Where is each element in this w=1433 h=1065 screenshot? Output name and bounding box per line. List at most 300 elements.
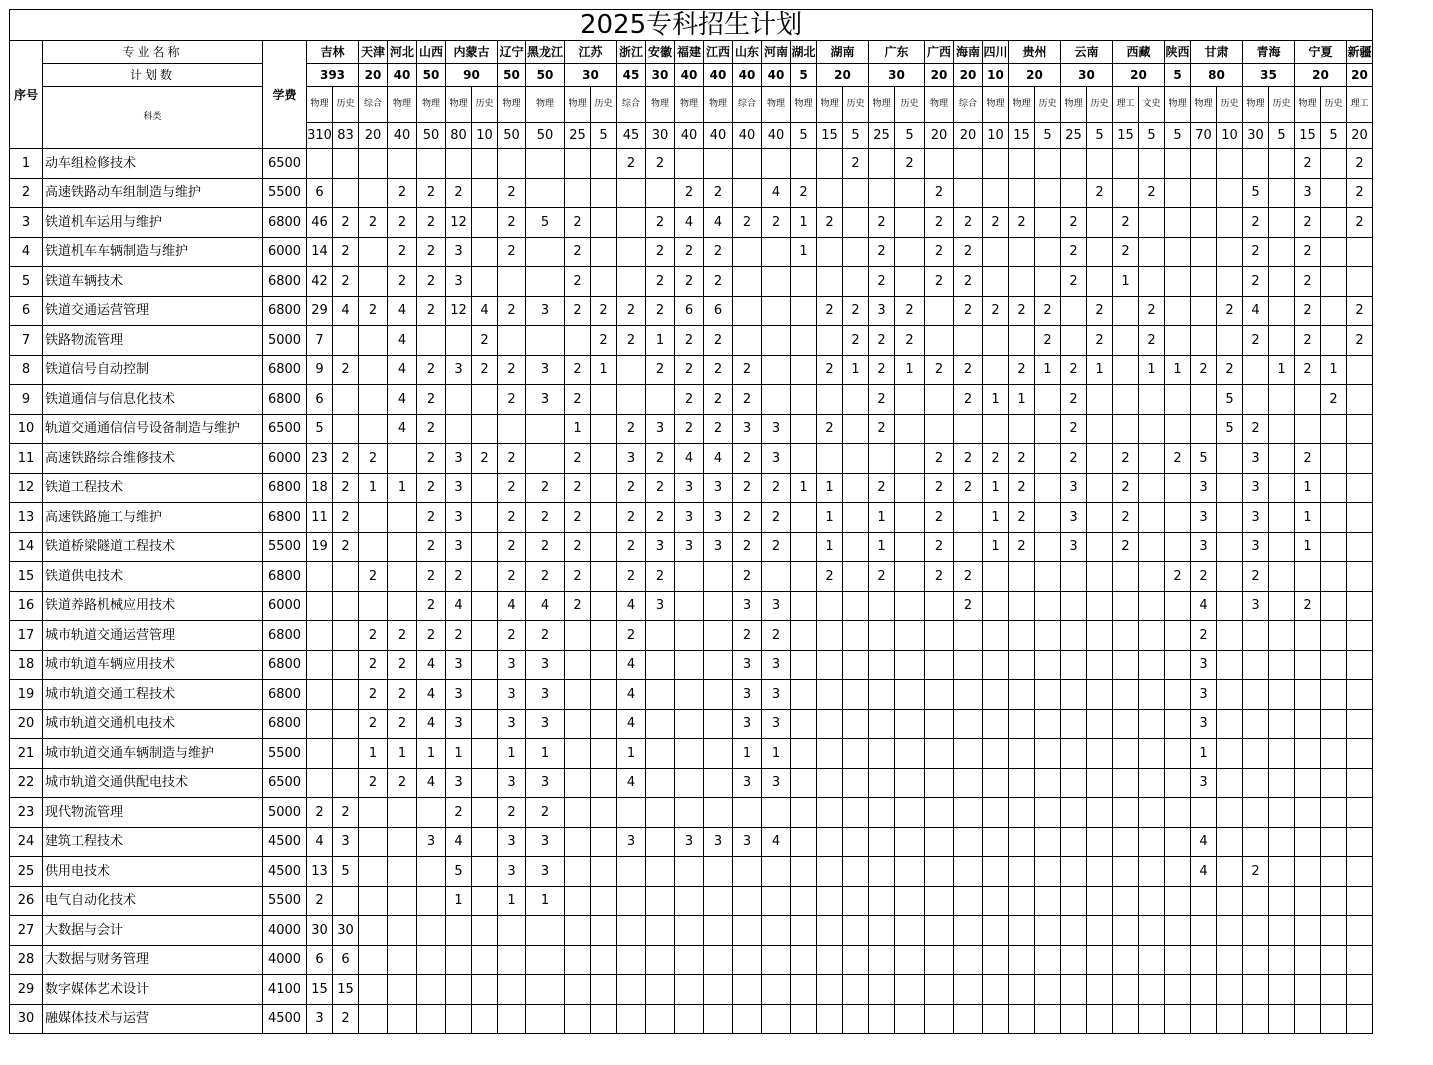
plan-cell	[446, 385, 472, 415]
plan-cell	[646, 385, 675, 415]
plan-cell: 2	[1243, 414, 1269, 444]
plan-cell	[1009, 1004, 1035, 1034]
row-fee: 4000	[263, 916, 307, 946]
plan-cell	[817, 267, 843, 297]
plan-cell	[675, 650, 704, 680]
plan-cell	[1035, 857, 1061, 887]
plan-cell	[591, 237, 617, 267]
plan-cell	[1217, 591, 1243, 621]
province-total: 45	[617, 64, 646, 87]
plan-cell	[591, 267, 617, 297]
plan-cell: 2	[498, 444, 526, 474]
plan-cell	[954, 916, 983, 946]
plan-cell	[1087, 149, 1113, 179]
row-seq: 11	[10, 444, 43, 474]
plan-cell	[446, 149, 472, 179]
plan-cell	[1269, 916, 1295, 946]
plan-cell: 4	[675, 444, 704, 474]
plan-cell	[1269, 414, 1295, 444]
subject-category: 物理	[526, 87, 565, 123]
plan-cell	[591, 591, 617, 621]
plan-cell: 1	[817, 532, 843, 562]
row-major-name: 铁道机车车辆制造与维护	[43, 237, 263, 267]
plan-cell	[591, 798, 617, 828]
plan-cell: 15	[307, 975, 333, 1005]
plan-cell	[1009, 768, 1035, 798]
province-total: 20	[359, 64, 388, 87]
row-fee: 4500	[263, 827, 307, 857]
plan-cell: 2	[733, 621, 762, 651]
plan-cell	[983, 621, 1009, 651]
plan-cell: 4	[617, 680, 646, 710]
plan-cell	[925, 326, 954, 356]
plan-cell	[1217, 562, 1243, 592]
row-seq: 16	[10, 591, 43, 621]
table-row	[10, 1004, 1433, 1034]
plan-cell	[591, 385, 617, 415]
plan-cell: 2	[733, 355, 762, 385]
plan-cell	[1347, 562, 1373, 592]
plan-cell	[675, 149, 704, 179]
plan-cell: 2	[526, 532, 565, 562]
plan-cell: 2	[646, 473, 675, 503]
plan-cell: 2	[895, 296, 925, 326]
plan-cell	[498, 149, 526, 179]
table-row	[10, 326, 1433, 356]
plan-cell: 2	[925, 532, 954, 562]
plan-cell	[1035, 709, 1061, 739]
plan-cell	[843, 798, 869, 828]
plan-cell: 2	[646, 149, 675, 179]
plan-cell	[869, 739, 895, 769]
province-name: 湖北	[791, 41, 817, 64]
plan-cell: 4	[526, 591, 565, 621]
plan-cell	[954, 1004, 983, 1034]
plan-cell	[1191, 798, 1217, 828]
province-total: 90	[446, 64, 498, 87]
province-total: 20	[925, 64, 954, 87]
plan-cell	[1035, 680, 1061, 710]
plan-cell	[1139, 444, 1165, 474]
plan-cell	[1243, 385, 1269, 415]
plan-cell: 2	[388, 621, 417, 651]
plan-cell	[1165, 709, 1191, 739]
plan-cell: 4	[388, 385, 417, 415]
plan-cell	[1269, 385, 1295, 415]
plan-cell: 2	[954, 267, 983, 297]
plan-cell	[1321, 916, 1347, 946]
plan-cell	[983, 680, 1009, 710]
subject-category: 历史	[1217, 87, 1243, 123]
plan-cell: 2	[1165, 444, 1191, 474]
plan-cell: 2	[307, 798, 333, 828]
plan-cell	[1217, 267, 1243, 297]
plan-cell: 3	[1061, 503, 1087, 533]
plan-cell	[1087, 562, 1113, 592]
plan-cell	[617, 237, 646, 267]
plan-cell: 1	[498, 739, 526, 769]
plan-cell: 46	[307, 208, 333, 238]
plan-cell	[1035, 149, 1061, 179]
plan-cell	[1269, 857, 1295, 887]
row-seq: 17	[10, 621, 43, 651]
plan-cell: 2	[675, 237, 704, 267]
plan-cell	[1061, 650, 1087, 680]
plan-cell	[1061, 798, 1087, 828]
plan-cell	[1165, 886, 1191, 916]
plan-cell: 4	[388, 414, 417, 444]
province-total: 50	[498, 64, 526, 87]
plan-cell: 2	[817, 355, 843, 385]
plan-cell	[869, 798, 895, 828]
plan-cell	[526, 326, 565, 356]
row-fee: 6800	[263, 621, 307, 651]
plan-cell: 1	[646, 326, 675, 356]
table-row	[10, 385, 1433, 415]
province-name: 云南	[1061, 41, 1113, 64]
plan-cell	[954, 680, 983, 710]
plan-cell	[359, 355, 388, 385]
plan-cell: 1	[1269, 355, 1295, 385]
row-seq: 5	[10, 267, 43, 297]
plan-cell	[1243, 149, 1269, 179]
plan-cell: 6	[307, 178, 333, 208]
plan-cell	[1139, 149, 1165, 179]
plan-cell	[417, 326, 446, 356]
plan-cell	[1321, 680, 1347, 710]
plan-cell: 1	[1295, 473, 1321, 503]
plan-cell: 2	[1295, 591, 1321, 621]
plan-cell	[565, 768, 591, 798]
plan-cell	[954, 149, 983, 179]
plan-cell: 1	[498, 886, 526, 916]
plan-cell	[925, 768, 954, 798]
province-name: 贵州	[1009, 41, 1061, 64]
plan-cell: 2	[1295, 444, 1321, 474]
plan-cell	[817, 768, 843, 798]
row-seq: 29	[10, 975, 43, 1005]
plan-cell	[675, 562, 704, 592]
plan-cell	[472, 1004, 498, 1034]
plan-cell	[983, 591, 1009, 621]
plan-cell	[1321, 503, 1347, 533]
plan-cell	[817, 827, 843, 857]
plan-cell	[895, 591, 925, 621]
row-seq: 14	[10, 532, 43, 562]
plan-cell: 3	[1243, 444, 1269, 474]
row-major-name: 铁道信号自动控制	[43, 355, 263, 385]
plan-cell	[733, 1004, 762, 1034]
plan-cell: 1	[359, 473, 388, 503]
row-seq: 28	[10, 945, 43, 975]
province-total: 20	[1347, 64, 1373, 87]
row-seq: 12	[10, 473, 43, 503]
plan-cell: 2	[954, 237, 983, 267]
plan-cell	[1217, 208, 1243, 238]
plan-cell: 2	[333, 355, 359, 385]
subject-category: 物理	[869, 87, 895, 123]
plan-cell	[1113, 916, 1139, 946]
plan-cell	[1113, 798, 1139, 828]
province-name: 吉林	[307, 41, 359, 64]
plan-cell	[1139, 267, 1165, 297]
plan-cell	[1269, 532, 1295, 562]
plan-cell: 4	[388, 355, 417, 385]
plan-cell: 12	[446, 208, 472, 238]
plan-cell: 2	[1009, 532, 1035, 562]
plan-cell	[1009, 945, 1035, 975]
plan-cell: 3	[733, 709, 762, 739]
plan-cell	[925, 680, 954, 710]
plan-cell: 3	[733, 650, 762, 680]
plan-cell: 2	[1295, 149, 1321, 179]
plan-cell	[817, 237, 843, 267]
plan-cell	[446, 975, 472, 1005]
plan-cell	[925, 798, 954, 828]
plan-cell: 2	[565, 385, 591, 415]
plan-cell: 2	[1113, 237, 1139, 267]
plan-cell: 3	[646, 591, 675, 621]
plan-cell	[526, 975, 565, 1005]
subject-count: 5	[1269, 123, 1295, 149]
plan-cell	[1347, 355, 1373, 385]
plan-cell: 2	[417, 562, 446, 592]
plan-cell	[1243, 355, 1269, 385]
plan-cell	[1321, 591, 1347, 621]
plan-cell	[1087, 503, 1113, 533]
plan-cell	[417, 916, 446, 946]
plan-cell	[1269, 591, 1295, 621]
plan-cell	[704, 798, 733, 828]
plan-cell	[417, 886, 446, 916]
plan-cell	[762, 798, 791, 828]
major-name-header: 专业名称	[43, 41, 263, 64]
plan-cell: 2	[333, 444, 359, 474]
plan-cell: 3	[526, 385, 565, 415]
plan-cell	[1139, 827, 1165, 857]
row-fee: 4500	[263, 857, 307, 887]
plan-cell	[762, 975, 791, 1005]
plan-cell: 2	[1217, 355, 1243, 385]
row-major-name: 现代物流管理	[43, 798, 263, 828]
plan-cell: 2	[388, 237, 417, 267]
plan-cell	[843, 473, 869, 503]
province-name: 辽宁	[498, 41, 526, 64]
plan-cell	[1087, 886, 1113, 916]
row-fee: 6800	[263, 385, 307, 415]
subject-category: 历史	[1035, 87, 1061, 123]
plan-cell: 2	[359, 680, 388, 710]
plan-cell: 2	[526, 473, 565, 503]
plan-cell	[333, 326, 359, 356]
plan-cell: 2	[565, 473, 591, 503]
plan-cell	[675, 709, 704, 739]
plan-cell	[591, 473, 617, 503]
plan-cell	[1139, 503, 1165, 533]
plan-cell	[843, 857, 869, 887]
plan-cell	[895, 414, 925, 444]
plan-cell	[646, 975, 675, 1005]
province-total: 80	[1191, 64, 1243, 87]
plan-cell	[333, 414, 359, 444]
plan-cell	[733, 857, 762, 887]
subject-count: 30	[1243, 123, 1269, 149]
province-total: 393	[307, 64, 359, 87]
plan-cell	[591, 1004, 617, 1034]
plan-cell	[895, 532, 925, 562]
plan-cell	[472, 149, 498, 179]
plan-cell	[983, 768, 1009, 798]
plan-cell	[591, 444, 617, 474]
plan-cell: 2	[1139, 296, 1165, 326]
plan-cell: 2	[869, 473, 895, 503]
plan-cell	[1035, 532, 1061, 562]
plan-cell	[1139, 857, 1165, 887]
plan-cell	[1191, 385, 1217, 415]
subject-count: 25	[1061, 123, 1087, 149]
plan-cell	[869, 945, 895, 975]
province-total: 20	[1295, 64, 1347, 87]
plan-cell: 2	[646, 237, 675, 267]
row-major-name: 电气自动化技术	[43, 886, 263, 916]
plan-cell	[1269, 886, 1295, 916]
plan-cell: 2	[388, 267, 417, 297]
plan-cell: 2	[565, 237, 591, 267]
plan-cell	[843, 414, 869, 444]
plan-cell: 2	[498, 621, 526, 651]
plan-cell: 2	[417, 267, 446, 297]
plan-cell	[843, 916, 869, 946]
plan-cell: 3	[446, 503, 472, 533]
province-total: 10	[983, 64, 1009, 87]
plan-cell	[895, 650, 925, 680]
plan-cell: 3	[675, 827, 704, 857]
province-total: 30	[565, 64, 617, 87]
plan-cell: 2	[646, 208, 675, 238]
plan-cell	[646, 768, 675, 798]
plan-cell	[333, 680, 359, 710]
plan-cell: 1	[733, 739, 762, 769]
subject-count: 20	[925, 123, 954, 149]
plan-cell	[869, 591, 895, 621]
plan-cell: 2	[1347, 149, 1373, 179]
plan-cell: 2	[498, 355, 526, 385]
plan-cell	[417, 149, 446, 179]
table-row	[10, 355, 1433, 385]
plan-cell: 3	[1243, 532, 1269, 562]
plan-cell: 3	[762, 680, 791, 710]
subject-category: 物理	[1243, 87, 1269, 123]
plan-cell: 2	[954, 473, 983, 503]
province-total: 20	[954, 64, 983, 87]
row-major-name: 铁道机车运用与维护	[43, 208, 263, 238]
plan-cell	[1113, 768, 1139, 798]
plan-cell	[359, 385, 388, 415]
plan-cell: 2	[1113, 532, 1139, 562]
plan-cell: 2	[895, 326, 925, 356]
plan-cell: 4	[417, 768, 446, 798]
row-fee: 6500	[263, 414, 307, 444]
plan-cell	[1295, 414, 1321, 444]
plan-cell	[869, 916, 895, 946]
plan-cell: 13	[307, 857, 333, 887]
plan-cell: 1	[869, 503, 895, 533]
row-seq: 13	[10, 503, 43, 533]
plan-cell: 3	[646, 414, 675, 444]
plan-cell	[359, 414, 388, 444]
row-seq: 23	[10, 798, 43, 828]
plan-cell	[1113, 827, 1139, 857]
plan-cell	[843, 945, 869, 975]
plan-cell	[843, 827, 869, 857]
plan-cell	[675, 739, 704, 769]
plan-cell	[843, 591, 869, 621]
plan-cell	[591, 709, 617, 739]
plan-cell	[417, 1004, 446, 1034]
plan-cell: 2	[565, 296, 591, 326]
table-row	[10, 798, 1433, 828]
plan-cell	[1347, 237, 1373, 267]
plan-cell	[1269, 798, 1295, 828]
plan-cell: 2	[843, 149, 869, 179]
plan-cell: 4	[417, 709, 446, 739]
plan-cell: 3	[446, 709, 472, 739]
plan-cell	[704, 975, 733, 1005]
province-total: 50	[417, 64, 446, 87]
subject-count: 40	[762, 123, 791, 149]
plan-cell	[1347, 768, 1373, 798]
plan-cell	[1035, 621, 1061, 651]
plan-cell: 1	[1165, 355, 1191, 385]
subject-category: 物理	[1191, 87, 1217, 123]
plan-cell: 2	[1061, 267, 1087, 297]
plan-cell: 4	[675, 208, 704, 238]
plan-cell	[733, 945, 762, 975]
plan-cell: 2	[925, 208, 954, 238]
plan-cell	[526, 1004, 565, 1034]
table-row	[10, 975, 1433, 1005]
plan-cell	[1321, 473, 1347, 503]
plan-cell	[1321, 178, 1347, 208]
plan-cell: 2	[895, 149, 925, 179]
subject-count: 15	[1113, 123, 1139, 149]
plan-cell	[565, 739, 591, 769]
plan-cell: 3	[526, 680, 565, 710]
plan-cell: 2	[1087, 326, 1113, 356]
plan-cell	[1035, 1004, 1061, 1034]
plan-cell	[1347, 503, 1373, 533]
subject-count: 83	[333, 123, 359, 149]
plan-cell	[983, 178, 1009, 208]
plan-cell	[1165, 385, 1191, 415]
plan-cell: 1	[526, 739, 565, 769]
plan-cell: 3	[526, 857, 565, 887]
plan-cell	[1009, 857, 1035, 887]
plan-cell	[1035, 886, 1061, 916]
plan-cell	[675, 798, 704, 828]
plan-cell: 2	[1061, 444, 1087, 474]
plan-cell: 4	[417, 650, 446, 680]
plan-cell	[1243, 621, 1269, 651]
plan-cell	[591, 680, 617, 710]
plan-cell: 6	[307, 945, 333, 975]
row-major-name: 城市轨道交通运营管理	[43, 621, 263, 651]
plan-cell: 3	[526, 709, 565, 739]
plan-cell: 1	[817, 503, 843, 533]
plan-cell: 3	[498, 709, 526, 739]
plan-cell	[565, 857, 591, 887]
plan-cell	[1269, 975, 1295, 1005]
